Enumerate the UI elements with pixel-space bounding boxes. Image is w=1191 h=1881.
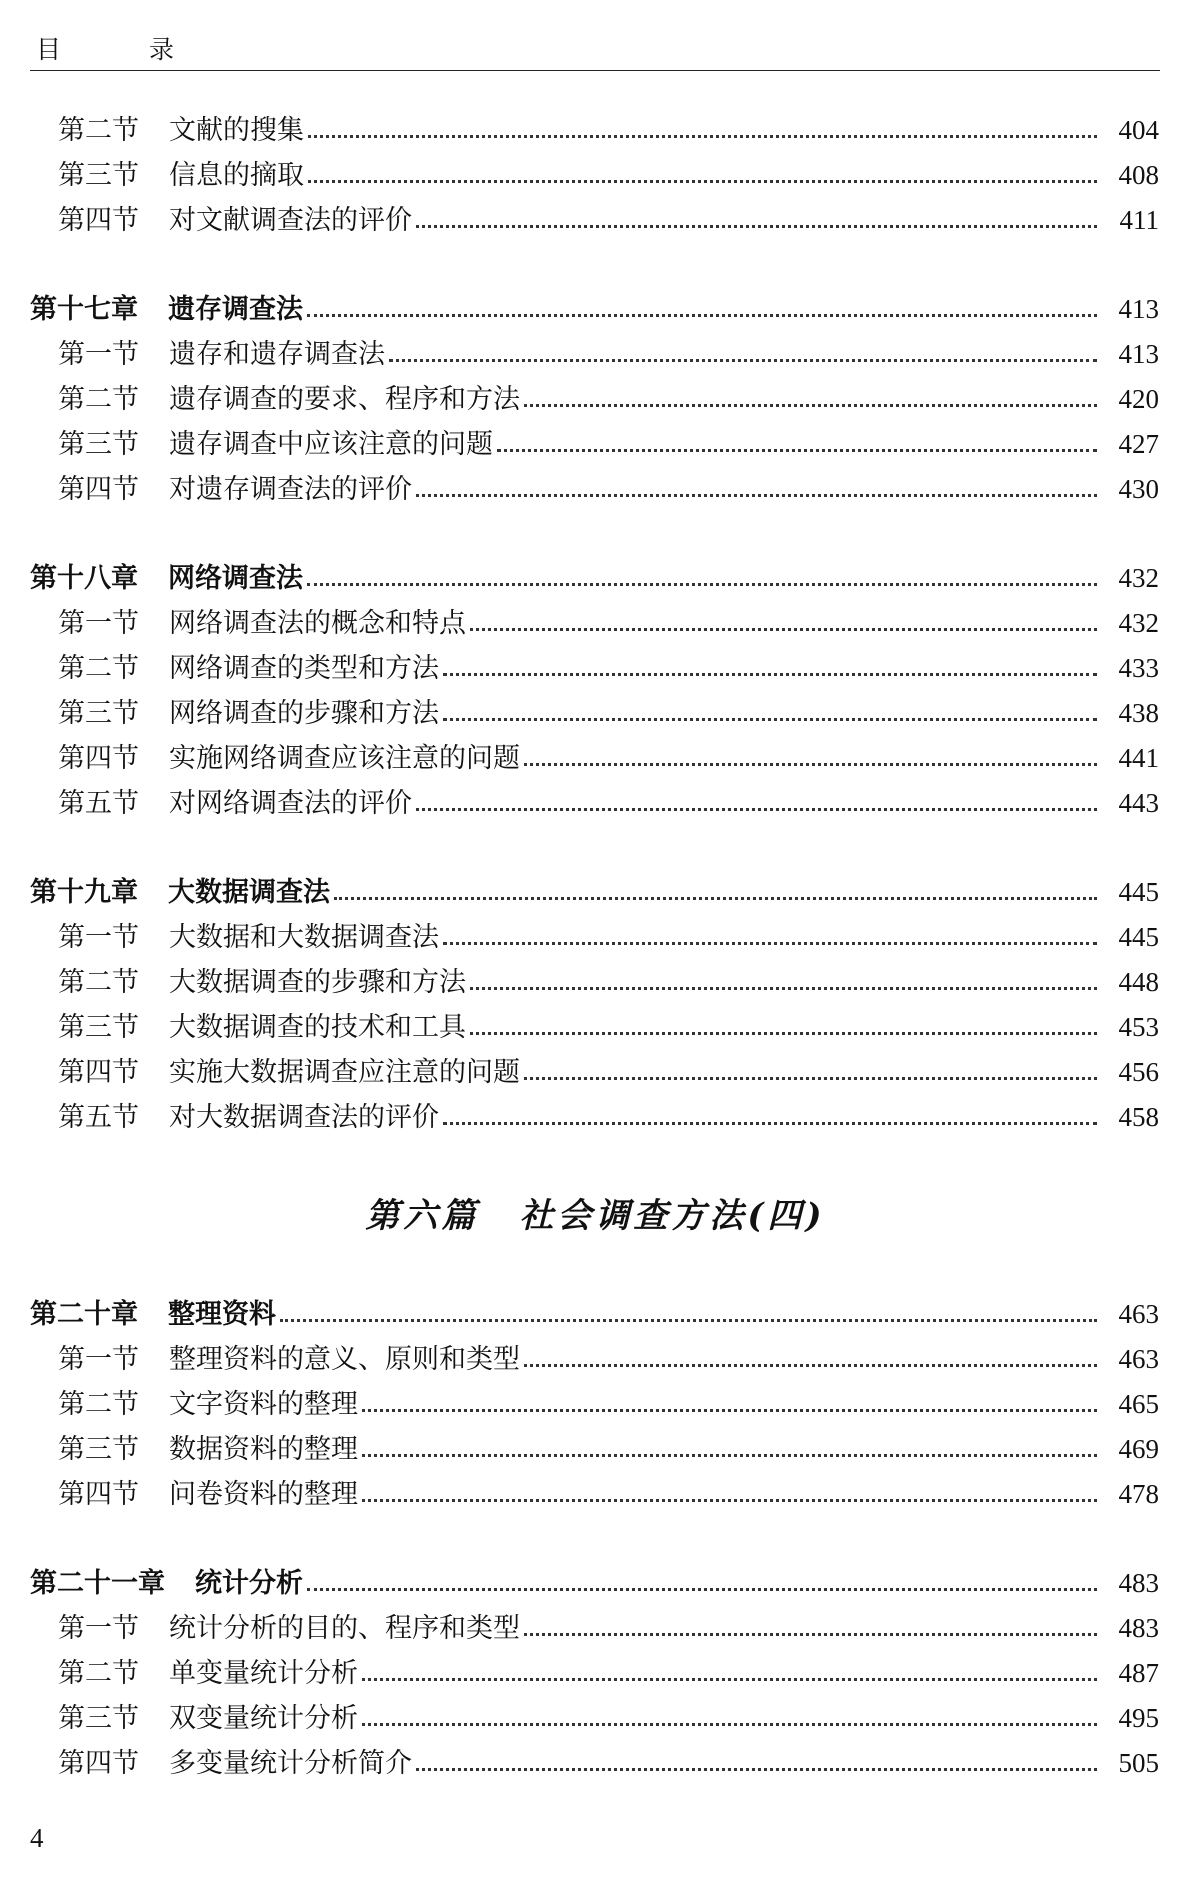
toc-section-entry[interactable] [0,1651,1191,1696]
entry-page-number: 430 [1118,474,1159,504]
entry-title: 大数据调查法 [168,877,330,908]
entry-title: 信息的摘取 [169,160,304,191]
toc-chapter-entry[interactable] [0,556,1191,601]
entry-number: 第二节 [58,115,139,146]
entry-number: 第二节 [58,653,139,684]
toc-group [0,556,1191,826]
running-header [30,20,1160,71]
entry-number: 第四节 [58,1479,139,1510]
dot-leader [307,1588,1097,1591]
entry-number: 第一节 [58,1344,139,1375]
entry-page-number: 438 [1118,698,1159,728]
entry-title: 问卷资料的整理 [169,1479,358,1510]
entry-title: 网络调查法的概念和特点 [169,608,466,639]
entry-title: 统计分析的目的、程序和类型 [169,1613,520,1644]
dot-leader [470,628,1097,631]
dot-leader [470,987,1097,990]
entry-page-number: 463 [1118,1299,1159,1329]
entry-number: 第三节 [58,429,139,460]
entry-page-number: 411 [1119,205,1159,235]
toc-section-entry[interactable] [0,781,1191,826]
toc-section-entry[interactable] [0,422,1191,467]
entry-title: 网络调查的类型和方法 [169,653,439,684]
toc-section-entry[interactable] [0,1741,1191,1786]
entry-title: 数据资料的整理 [169,1434,358,1465]
dot-leader [308,180,1097,183]
toc-chapter-entry[interactable] [0,1561,1191,1606]
part-heading [0,1184,1191,1248]
entry-page-number: 443 [1118,788,1159,818]
toc-section-entry[interactable] [0,467,1191,512]
dot-leader [524,763,1097,766]
dot-leader [362,1678,1097,1681]
entry-number: 第二节 [58,1658,139,1689]
toc-chapter-entry[interactable] [0,870,1191,915]
dot-leader [416,494,1097,497]
entry-title: 大数据调查的技术和工具 [169,1012,466,1043]
entry-title: 对遗存调查法的评价 [169,474,412,505]
entry-title: 大数据调查的步骤和方法 [169,967,466,998]
entry-number: 第一节 [58,339,139,370]
toc-section-entry[interactable] [0,153,1191,198]
dot-leader [307,314,1097,317]
entry-number: 第四节 [58,1057,139,1088]
dot-leader [362,1499,1097,1502]
entry-page-number: 432 [1118,608,1159,638]
entry-number: 第二十一章 [30,1568,165,1599]
entry-title: 整理资料 [168,1299,276,1330]
entry-page-number: 483 [1118,1613,1159,1643]
entry-page-number: 427 [1118,429,1159,459]
entry-page-number: 448 [1118,967,1159,997]
entry-number: 第三节 [58,1703,139,1734]
toc-chapter-entry[interactable] [0,1292,1191,1337]
entry-title: 整理资料的意义、原则和类型 [169,1344,520,1375]
dot-leader [416,225,1097,228]
toc-group [0,1292,1191,1517]
dot-leader [307,583,1097,586]
entry-number: 第二十章 [30,1299,138,1330]
dot-leader [524,1077,1097,1080]
toc-section-entry[interactable] [0,736,1191,781]
toc-group [0,108,1191,243]
entry-number: 第二节 [58,967,139,998]
dot-leader [308,135,1097,138]
toc-section-entry[interactable] [0,1005,1191,1050]
dot-leader [470,1032,1097,1035]
toc-section-entry[interactable] [0,1050,1191,1095]
entry-number: 第五节 [58,1102,139,1133]
entry-title: 文献的搜集 [169,115,304,146]
entry-number: 第二节 [58,384,139,415]
entry-title: 多变量统计分析简介 [169,1748,412,1779]
entry-number: 第三节 [58,160,139,191]
entry-number: 第四节 [58,205,139,236]
entry-title: 网络调查法 [168,563,303,594]
entry-page-number: 505 [1118,1748,1159,1778]
entry-page-number: 441 [1118,743,1159,773]
entry-number: 第一节 [58,608,139,639]
entry-page-number: 408 [1118,160,1159,190]
entry-title: 对大数据调查法的评价 [169,1102,439,1133]
toc-section-entry[interactable] [0,691,1191,736]
entry-title: 对文献调查法的评价 [169,205,412,236]
toc-section-entry[interactable] [0,601,1191,646]
dot-leader [497,449,1097,452]
dot-leader [443,718,1097,721]
toc-section-entry[interactable] [0,915,1191,960]
entry-page-number: 413 [1118,294,1159,324]
entry-number: 第四节 [58,474,139,505]
dot-leader [443,942,1097,945]
toc-section-entry[interactable] [0,646,1191,691]
entry-number: 第五节 [58,788,139,819]
dot-leader [280,1319,1097,1322]
part-title: 社会调查方法(四) [519,1196,826,1236]
entry-page-number: 465 [1118,1389,1159,1419]
entry-number: 第三节 [58,698,139,729]
toc-section-entry[interactable] [0,108,1191,153]
dot-leader [416,1768,1097,1771]
toc-section-entry[interactable] [0,377,1191,422]
toc-section-entry[interactable] [0,1606,1191,1651]
page-number: 4 [30,1823,44,1853]
entry-number: 第一节 [58,922,139,953]
entry-title: 遗存调查的要求、程序和方法 [169,384,520,415]
entry-page-number: 495 [1118,1703,1159,1733]
dot-leader [362,1409,1097,1412]
entry-page-number: 413 [1118,339,1159,369]
entry-number: 第十八章 [30,563,138,594]
entry-title: 大数据和大数据调查法 [169,922,439,953]
dot-leader [524,1364,1097,1367]
entry-number: 第十九章 [30,877,138,908]
entry-title: 统计分析 [195,1568,303,1599]
toc-section-entry[interactable] [0,1095,1191,1140]
entry-page-number: 453 [1118,1012,1159,1042]
toc-group [0,287,1191,512]
toc-section-entry[interactable] [0,1696,1191,1741]
entry-page-number: 433 [1118,653,1159,683]
part-number: 第六篇 [365,1196,480,1236]
entry-title: 遗存调查中应该注意的问题 [169,429,493,460]
entry-number: 第十七章 [30,294,138,325]
dot-leader [443,673,1097,676]
entry-page-number: 483 [1118,1568,1159,1598]
entry-number: 第三节 [58,1012,139,1043]
dot-leader [524,1633,1097,1636]
entry-page-number: 445 [1118,922,1159,952]
entry-page-number: 404 [1118,115,1159,145]
entry-page-number: 469 [1118,1434,1159,1464]
toc-section-entry[interactable] [0,1337,1191,1382]
entry-page-number: 487 [1118,1658,1159,1688]
entry-title: 实施大数据调查应注意的问题 [169,1057,520,1088]
toc-group [0,1561,1191,1786]
entry-page-number: 478 [1118,1479,1159,1509]
entry-page-number: 420 [1118,384,1159,414]
dot-leader [443,1122,1097,1125]
dot-leader [362,1723,1097,1726]
entry-page-number: 458 [1118,1102,1159,1132]
entry-page-number: 456 [1118,1057,1159,1087]
entry-title: 双变量统计分析 [169,1703,358,1734]
entry-number: 第四节 [58,743,139,774]
entry-title: 遗存调查法 [168,294,303,325]
table-of-contents [0,108,1191,1830]
toc-section-entry[interactable] [0,960,1191,1005]
entry-title: 对网络调查法的评价 [169,788,412,819]
entry-title: 网络调查的步骤和方法 [169,698,439,729]
toc-chapter-entry[interactable] [0,287,1191,332]
entry-number: 第三节 [58,1434,139,1465]
dot-leader [389,359,1097,362]
header-label: 目 录 [36,35,214,64]
toc-section-entry[interactable] [0,1427,1191,1472]
entry-page-number: 432 [1118,563,1159,593]
toc-group [0,870,1191,1140]
entry-title: 文字资料的整理 [169,1389,358,1420]
dot-leader [362,1454,1097,1457]
dot-leader [334,897,1097,900]
entry-title: 单变量统计分析 [169,1658,358,1689]
toc-section-entry[interactable] [0,198,1191,243]
dot-leader [416,808,1097,811]
toc-section-entry[interactable] [0,332,1191,377]
dot-leader [524,404,1097,407]
entry-page-number: 463 [1118,1344,1159,1374]
entry-number: 第二节 [58,1389,139,1420]
toc-section-entry[interactable] [0,1382,1191,1427]
entry-title: 遗存和遗存调查法 [169,339,385,370]
toc-section-entry[interactable] [0,1472,1191,1517]
entry-number: 第四节 [58,1748,139,1779]
entry-number: 第一节 [58,1613,139,1644]
entry-page-number: 445 [1118,877,1159,907]
entry-title: 实施网络调查应该注意的问题 [169,743,520,774]
